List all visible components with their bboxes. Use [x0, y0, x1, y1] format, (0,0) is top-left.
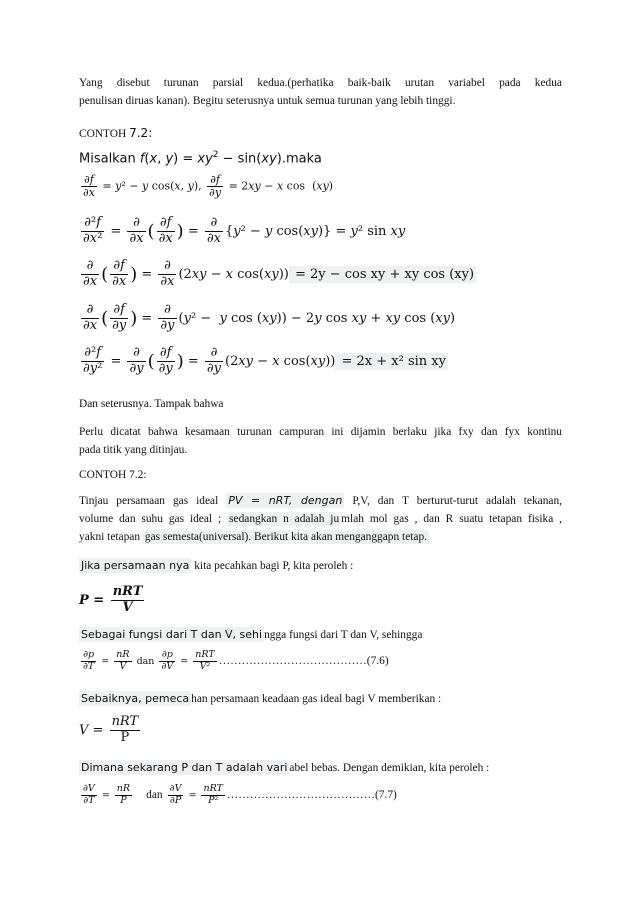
misalkan-line: Misalkan f(x, $y) = xy^2$ − sin(xy).maka [79, 150, 322, 167]
eq-v: V = $\frac{\text{nRT}}{P}$ [79, 714, 139, 745]
contoh-heading-2: CONTOH 7.2: [79, 469, 147, 481]
eq-d2f-dy2: $\frac{\text{∂²f}}{\text{∂y²}}$ = $\frac{\partial}{\partial y}$ ( $\frac{\partial f}{\partial y}$ ) = $\frac{\partial}{\partial y}$ (2xy − x cos(xy)) = 2x + x² sin xy [83, 345, 446, 376]
intro-line-2: penulisan diruas kanan). Begitu seterusnya untuk semua turunan yang lebih tinggi. [79, 95, 456, 107]
eq-mixed-1: $\frac{\partial}{\partial x}$ ( $\frac{\partial f}{\partial x}$ ) = $\frac{\partial}{\partial x}$ (2xy − x cos(xy)) = 2y − cos xy + xy cos (xy) [83, 258, 475, 289]
eq-mixed-2: $\frac{\partial}{\partial x}$ ( $\frac{\partial f}{\partial y}$ ) = $\frac{\partial}{\partial y}$ (y² − y cos (xy)) − 2y cos xy + xy cos (xy) [83, 302, 456, 333]
tinjau-line-3: yakni tetapan gas semesta(universal). Berikut kita akan menganggapn tetap. [79, 531, 428, 543]
tinjau-line-1: Tinjau persamaan gas ideal PV = nRT, dengan P,V, dan T berturut-turut adalah tekanan, [79, 494, 562, 507]
jika-line: Jika persamaan nya kita pecahkan bagi P, kita peroleh : [81, 559, 354, 572]
dimana-line: Dimana sekarang P dan T adalah vari abel bebas. Dengan demikian, kita peroleh : [81, 761, 490, 774]
first-partials: $\frac{\partial f}{\partial x}$ = y² − y cos(x, y), $\frac{\partial f}{\partial y}$ = 2xy − x cos (xy) [83, 173, 334, 200]
para-perlu-2: pada titik yang ditinjau. [79, 444, 188, 456]
para-dan-seterusnya: Dan seterusnya. Tampak bahwa [79, 398, 224, 410]
para-perlu-1: Perlu dicatat bahwa kesamaan turunan campuran ini dijamin berlaku jika fxy dan fyx kontinu [79, 426, 562, 438]
eq-7-7: $\frac{\partial V}{\partial T}$ = $\frac{nR}{P}$ dan $\frac{\partial V}{\partial P}$ = $\frac{\text{nRT}}{\text{P²}}$ …………………………………(7.7) [83, 783, 397, 806]
sebaiknya-line: Sebaiknya, pemeca han persamaan keadaan gas ideal bagi V memberikan : [81, 692, 442, 705]
eq-d2f-dx2: $\frac{\text{∂²f}}{\text{∂x²}}$ = $\frac{\partial}{\partial x}$ ( $\frac{\partial f}{\partial x}$ ) = $\frac{\partial}{\partial x}$ {y² − y cos(xy)} = y² sin xy [83, 215, 406, 246]
contoh-heading: CONTOH 7.2: [79, 126, 153, 140]
intro-line-1: Yang disebut turunan parsial kedua.(perhatika baik-baik urutan variabel pada kedua [79, 77, 562, 89]
eq-7-6: $\frac{\partial p}{\partial T}$ = $\frac{nR}{V}$ dan $\frac{\partial p}{\partial V}$ = $\frac{\text{nRT}}{\text{V²}}$ …………………………………(7.6) [83, 649, 389, 672]
eq-p: P = $\frac{\text{nRT}}{V}$ [79, 584, 143, 615]
tinjau-line-2: volume dan suhu gas ideal ; sedangkan n adalah ju mlah mol gas , dan R suatu tetapan fisika , [79, 513, 563, 525]
sebagai-line: Sebagai fungsi dari T dan V, sehi ngga fungsi dari T dan V, sehingga [81, 628, 423, 641]
